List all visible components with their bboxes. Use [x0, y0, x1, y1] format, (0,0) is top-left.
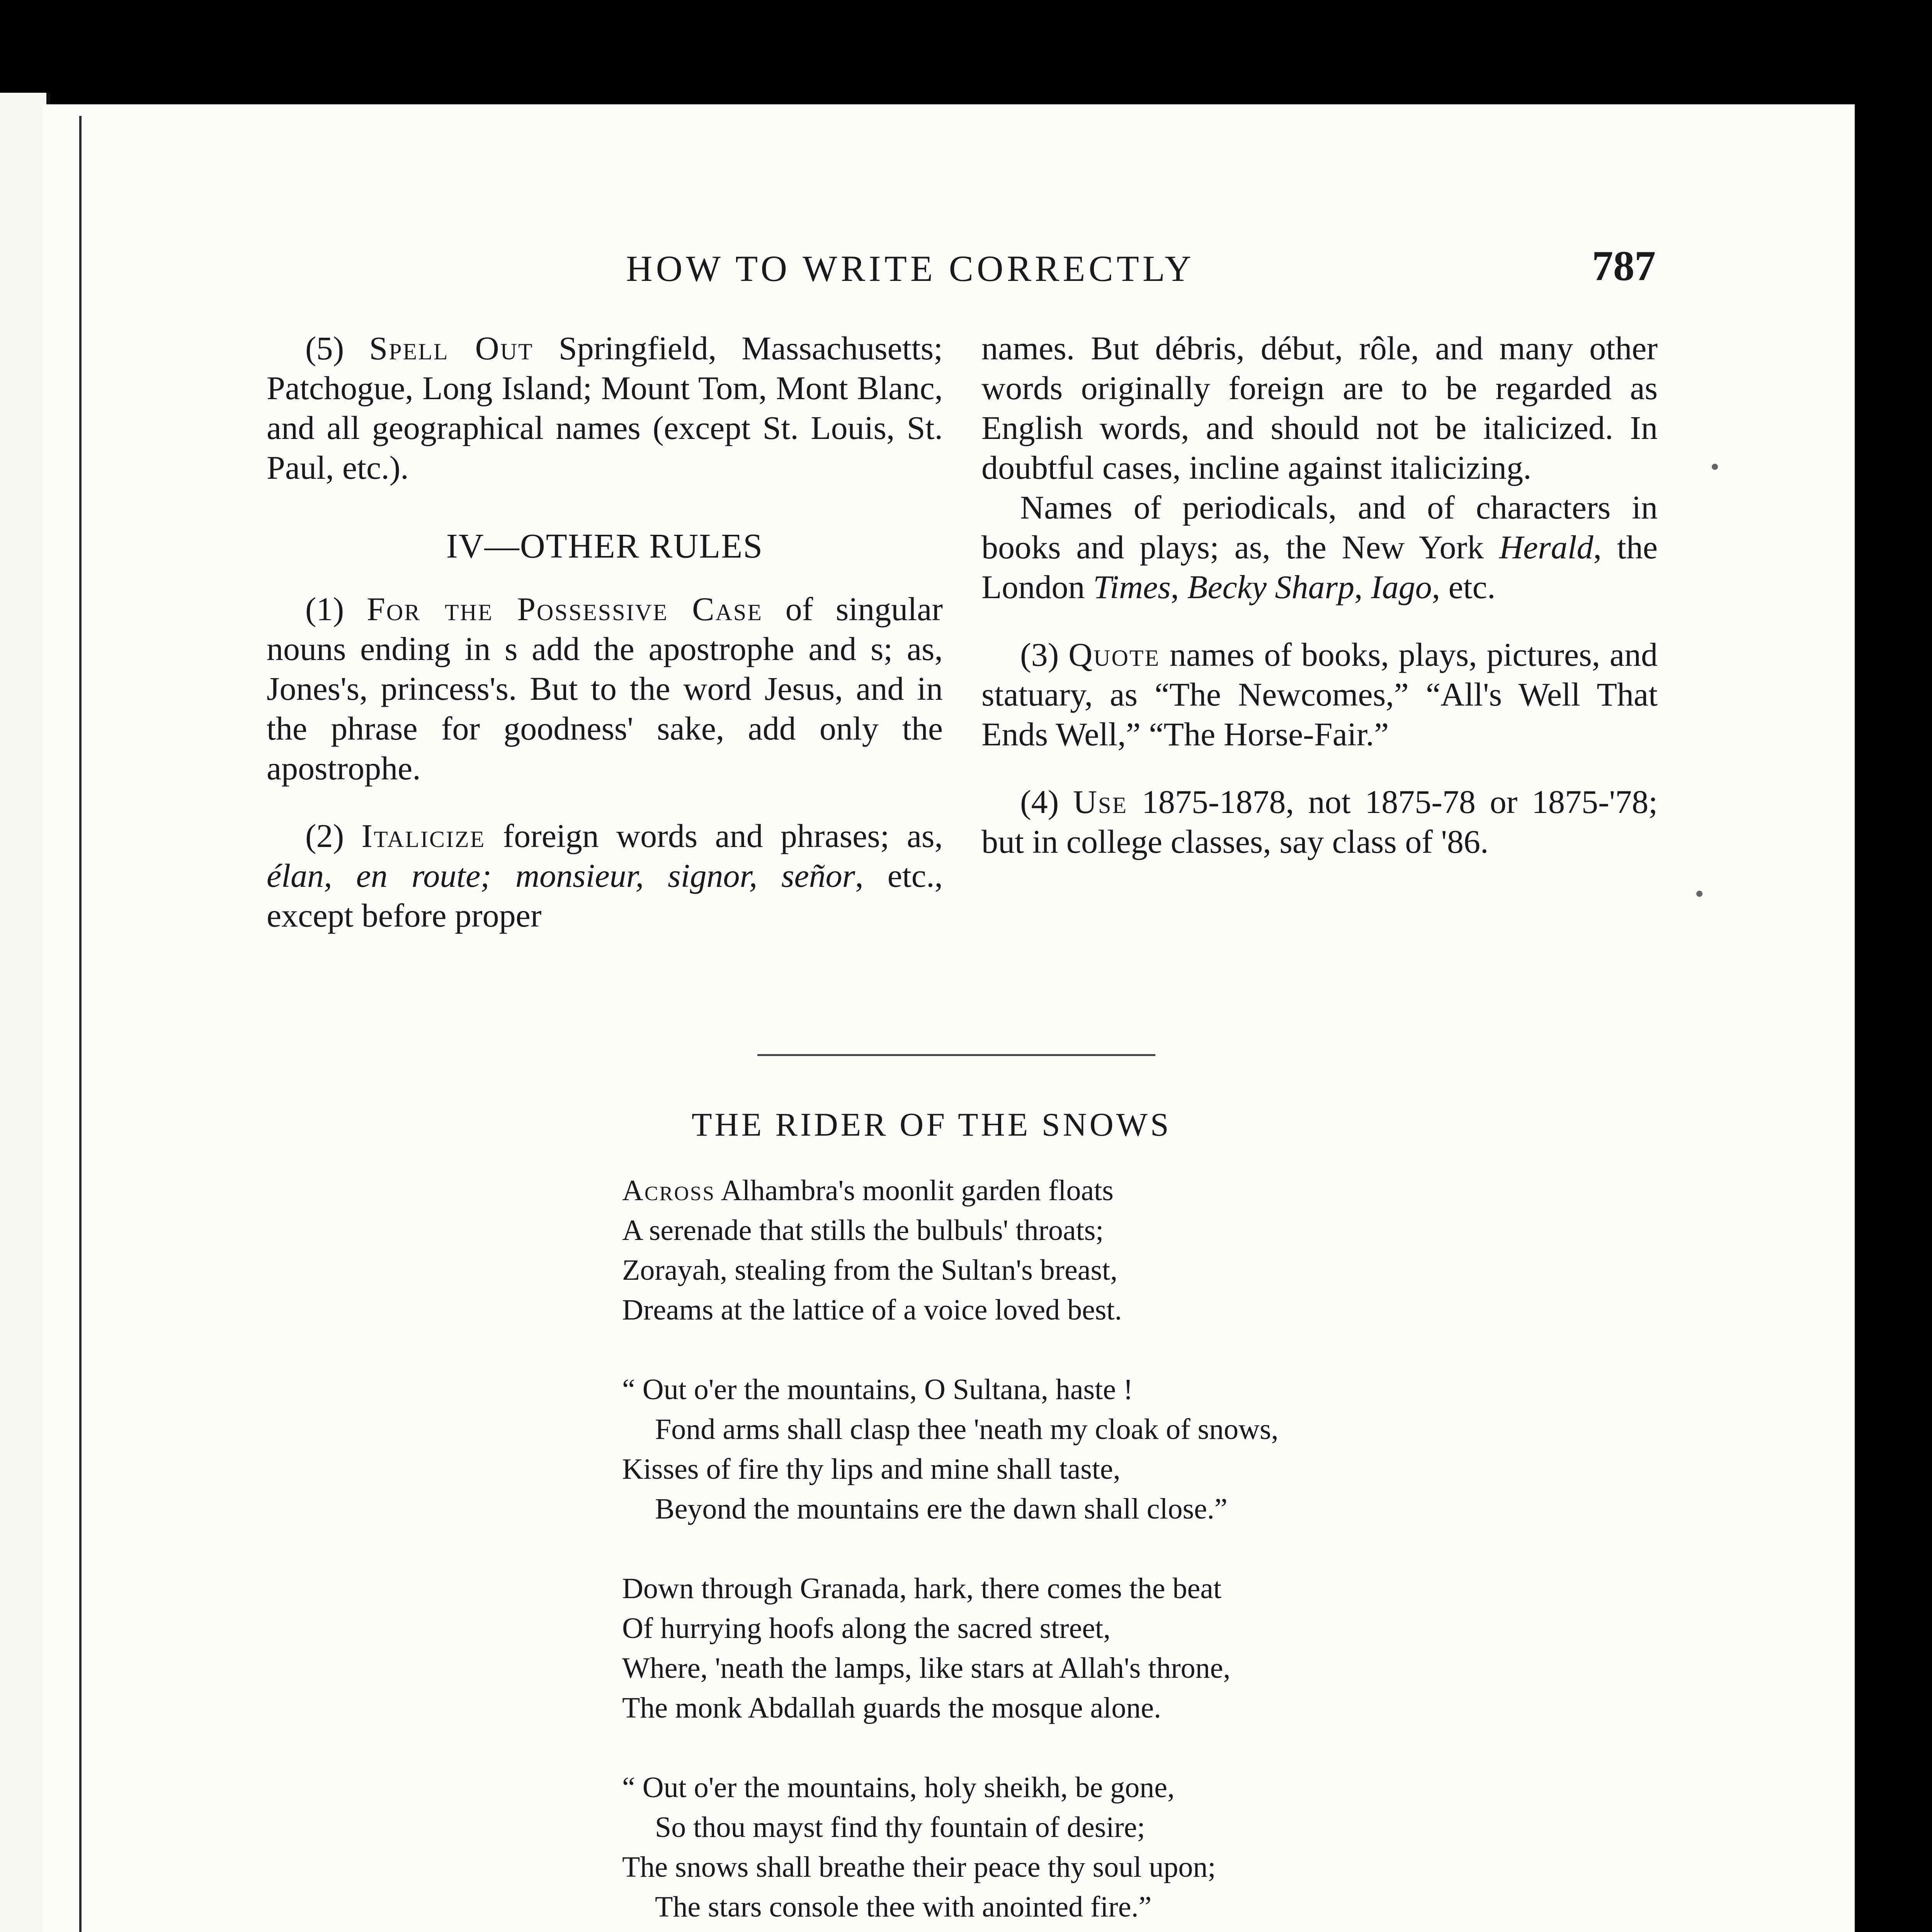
rule-5-spell-out	[267, 328, 943, 488]
poem-line: Kisses of fire thy lips and mine shall taste,	[622, 1453, 1121, 1485]
rule-lead: For the Possessive Case	[366, 590, 763, 628]
rule-text: Springfield, Massachusetts; Patchogue, Long Island; Mount Tom, Mont Blanc, and all geographical names (except St. Louis, St. Paul, etc.).	[267, 330, 943, 486]
rule-number: (2)	[305, 817, 362, 854]
rule-lead: Use	[1073, 783, 1128, 820]
first-line-rest: Alhambra's moonlit garden floats	[715, 1174, 1114, 1207]
running-head: HOW TO WRITE CORRECTLY	[626, 248, 1195, 289]
paragraph-text: , the London	[981, 529, 1658, 605]
section-heading: IV—OTHER RULES	[446, 527, 764, 565]
paragraph-text: Names of periodicals, and of characters in books and plays; as, the New York	[981, 489, 1658, 566]
poem-line: The stars console thee with anointed fire.”	[655, 1891, 1152, 1923]
rule-text: foreign words and phrases; as,	[485, 817, 943, 854]
paragraph-text: ,	[1354, 568, 1371, 605]
italic-herald: Herald	[1499, 529, 1594, 566]
paragraph-text: ,	[1170, 568, 1187, 605]
italic-iago: Iago	[1371, 568, 1432, 605]
rule-2-italicize	[267, 816, 943, 935]
rule-text: names of books, plays, pictures, and statuary, as “The Newcomes,” “All's Well That Ends Well,” “The Horse-Fair.”	[981, 636, 1658, 753]
italic-becky-sharp: Becky Sharp	[1187, 568, 1354, 605]
section-divider	[757, 1054, 1155, 1056]
poem-line: “ Out o'er the mountains, holy sheikh, be gone,	[622, 1771, 1175, 1804]
scan-speck	[1696, 891, 1702, 897]
rule-1-possessive	[267, 589, 943, 788]
rule-lead: Quote	[1068, 636, 1160, 673]
left-column	[267, 328, 943, 935]
rule-number: (1)	[305, 590, 367, 628]
poem-line: Fond arms shall clasp thee 'neath my cloak of snows,	[655, 1413, 1279, 1446]
poem-line: Down through Granada, hark, there comes the beat	[622, 1572, 1222, 1605]
rule-text: of singular nouns ending in s add the apostrophe and s; as, Jones's, princess's. But to the word Jesus, and in the phrase for goodness' sake, add only the apostrophe.	[267, 590, 943, 787]
poem-line: Of hurrying hoofs along the sacred street,	[622, 1612, 1111, 1645]
rule-2-continued: names. But débris, début, rôle, and many other words originally foreign are to be regarded as English words, and should not be italicized. In doubtful cases, incline against italicizing.	[981, 330, 1658, 486]
rule-text-tail: , etc., except before proper	[267, 857, 943, 934]
binding-gutter	[79, 116, 82, 1932]
rule-3-quote	[981, 635, 1658, 754]
rule-number: (3)	[1020, 636, 1069, 673]
scan-speck	[1712, 464, 1718, 470]
poem-stanza	[622, 1171, 1286, 1330]
page-number: 787	[1592, 242, 1656, 289]
rule-text: 1875-1878, not 1875-78 or 1875-'78; but in college classes, say class of '86.	[981, 783, 1658, 860]
poem-stanza	[622, 1370, 1286, 1529]
poem-line: Dreams at the lattice of a voice loved best.	[622, 1294, 1122, 1326]
rule-4-use	[981, 782, 1658, 862]
poem-line	[622, 1171, 1286, 1211]
rule-lead: Spell Out	[369, 330, 534, 367]
rule-lead: Italicize	[361, 817, 486, 854]
rule-number: (4)	[1020, 783, 1073, 820]
poem-stanza	[622, 1569, 1286, 1728]
periodicals-paragraph	[981, 488, 1658, 607]
poem-body	[622, 1171, 1286, 1932]
first-word: Across	[622, 1174, 715, 1207]
italic-times: Times	[1093, 568, 1171, 605]
poem-line: Beyond the mountains ere the dawn shall close.”	[655, 1493, 1228, 1525]
rule-number: (5)	[305, 330, 369, 367]
right-column	[981, 328, 1658, 862]
poem-line: “ Out o'er the mountains, O Sultana, haste !	[622, 1373, 1133, 1406]
poem-line: Zorayah, stealing from the Sultan's breast,	[622, 1254, 1118, 1286]
poem-line: Where, 'neath the lamps, like stars at Allah's throne,	[622, 1652, 1231, 1684]
poem-line: The monk Abdallah guards the mosque alone.	[622, 1692, 1162, 1724]
poem-line: The snows shall breathe their peace thy soul upon;	[622, 1851, 1216, 1883]
italic-examples: élan, en route; monsieur, signor, señor	[267, 857, 855, 894]
poem-stanza	[622, 1768, 1286, 1927]
poem-line: So thou mayst find thy fountain of desire;	[655, 1811, 1145, 1844]
poem-title: THE RIDER OF THE SNOWS	[692, 1106, 1172, 1143]
poem-line: A serenade that stills the bulbuls' throats;	[622, 1214, 1104, 1247]
paragraph-text: , etc.	[1432, 568, 1496, 605]
